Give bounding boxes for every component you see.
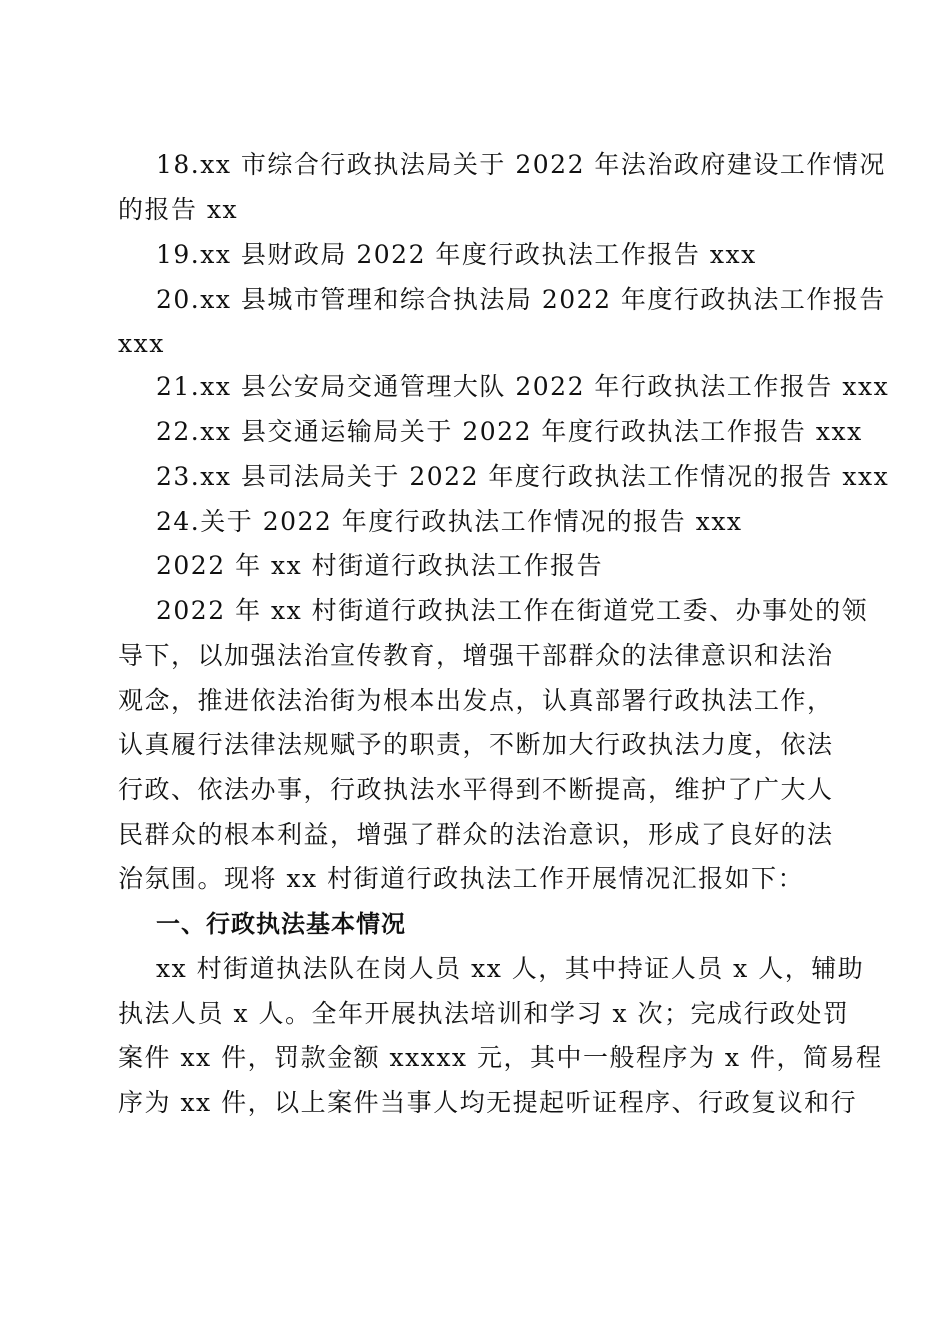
report-title: 2022 年 xx 村街道行政执法工作报告 bbox=[156, 551, 604, 580]
intro-paragraph-line: 认真履行法律法规赋予的职责，不断加大行政执法力度，依法 bbox=[118, 730, 834, 759]
toc-item-20: 20.xx 县城市管理和综合执法局 2022 年度行政执法工作报告 bbox=[156, 285, 886, 314]
intro-paragraph-line: 导下，以加强法治宣传教育，增强干部群众的法律意识和法治 bbox=[118, 641, 834, 670]
intro-paragraph-line: 2022 年 xx 村街道行政执法工作在街道党工委、办事处的领 bbox=[156, 596, 869, 625]
intro-paragraph-line: 观念，推进依法治街为根本出发点，认真部署行政执法工作， bbox=[118, 686, 834, 715]
toc-item-20-cont: xxx bbox=[118, 329, 165, 358]
toc-item-23: 23.xx 县司法局关于 2022 年度行政执法工作情况的报告 xxx bbox=[156, 462, 890, 491]
toc-item-22: 22.xx 县交通运输局关于 2022 年度行政执法工作报告 xxx bbox=[156, 417, 863, 446]
section-paragraph-line: xx 村街道执法队在岗人员 xx 人，其中持证人员 x 人，辅助 bbox=[156, 954, 865, 983]
intro-paragraph-line: 行政、依法办事，行政执法水平得到不断提高，维护了广大人 bbox=[118, 775, 834, 804]
toc-item-19: 19.xx 县财政局 2022 年度行政执法工作报告 xxx bbox=[156, 240, 757, 269]
intro-paragraph-line: 治氛围。现将 xx 村街道行政执法工作开展情况汇报如下： bbox=[118, 864, 805, 893]
section-paragraph-line: 序为 xx 件，以上案件当事人均无提起听证程序、行政复议和行 bbox=[118, 1088, 858, 1117]
toc-item-18-cont: 的报告 xx bbox=[118, 195, 239, 224]
section-heading: 一、行政执法基本情况 bbox=[156, 910, 406, 938]
toc-item-24: 24.关于 2022 年度行政执法工作情况的报告 xxx bbox=[156, 507, 743, 536]
toc-item-21: 21.xx 县公安局交通管理大队 2022 年行政执法工作报告 xxx bbox=[156, 372, 890, 401]
section-paragraph-line: 执法人员 x 人。全年开展执法培训和学习 x 次；完成行政处罚 bbox=[118, 999, 850, 1028]
section-paragraph-line: 案件 xx 件，罚款金额 xxxxx 元，其中一般程序为 x 件，简易程 bbox=[118, 1043, 883, 1072]
toc-item-18: 18.xx 市综合行政执法局关于 2022 年法治政府建设工作情况 bbox=[156, 150, 886, 179]
intro-paragraph-line: 民群众的根本利益，增强了群众的法治意识，形成了良好的法 bbox=[118, 820, 834, 849]
